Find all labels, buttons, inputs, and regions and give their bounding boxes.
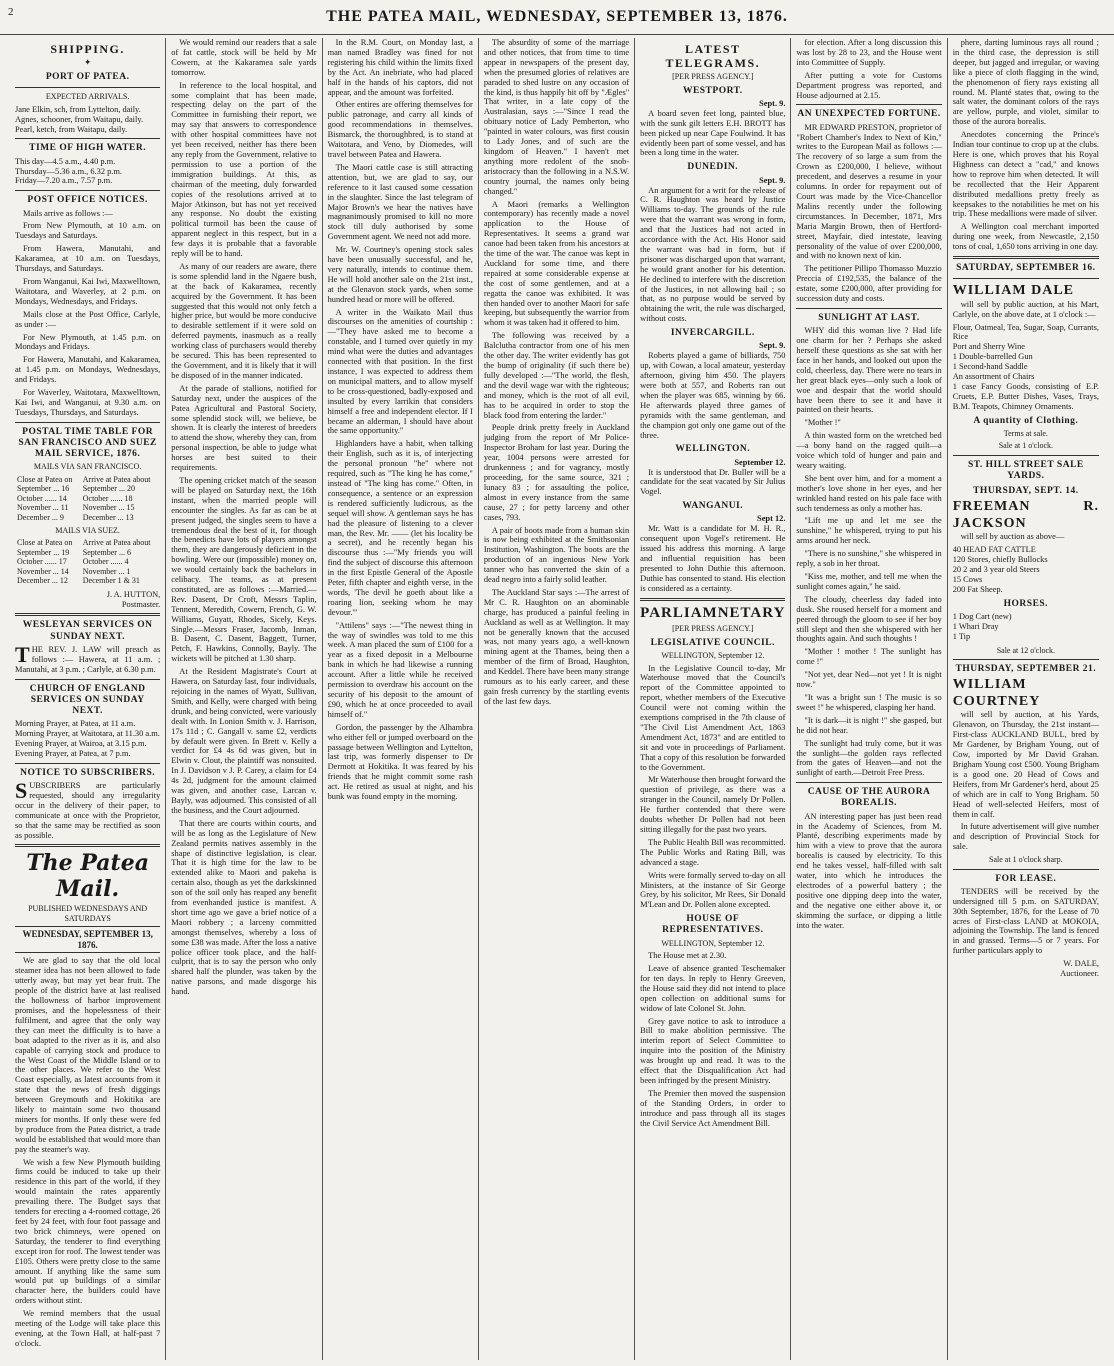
lease-heading: FOR LEASE. — [995, 873, 1057, 884]
telegram-text: A board seven feet long, painted blue, with the sunk gilt letters E.H. BROTT has been picked up near Cape Foulwind. It has evidently been part of some vessel, and has been a long time in the water. — [640, 108, 786, 158]
table-row: October ...... 17 October ...... 4 — [17, 557, 129, 567]
port-heading: PORT OF PATEA. — [45, 72, 130, 83]
news-paragraph: Anecdotes concerning the Prince's Indian tour continue to crop up at the clubs. Here is one, which proves that his Royal Highness can detect a "cad," and knows how to reprove him when detected. It will be recollected that the Heir Apparent distributed medallions pretty freely as keepsakes to the notabilities he met on his trip. These medallions were made of silver. — [952, 130, 1099, 219]
news-paragraph: People drink pretty freely in Auckland judging from the report of Mr Police-Inspector Broham for last year. During the year, 1004 persons were arrested for drunkenness ; and for vagrancy, mostly proceeding, for the same source, 321 ; lunacy 83 ; for assaulting the police, almost in every instance from the same cause, 27 ; for petty larceny and other cases, 793. — [483, 423, 630, 522]
council-date: WELLINGTON, September 12. — [661, 651, 765, 661]
list-item: Pearl, ketch, from Waitapu, daily. — [15, 124, 128, 134]
sale-time: Sale at 1 o'clock sharp. — [989, 855, 1063, 865]
postmaster-name: J. A. HUTTON, — [106, 589, 161, 599]
drop-cap: T — [15, 641, 30, 667]
list-item: Flour, Oatmeal, Tea, Sugar, Soap, Currants, Rice — [952, 322, 1099, 342]
telegram-place: WANGANUI. — [682, 501, 744, 512]
fortune-heading: AN UNEXPECTED FORTUNE. — [797, 109, 941, 120]
list-item: Jane Elkin, sch, from Lyttelton, daily. — [15, 104, 141, 114]
list-item: An assortment of Chairs — [952, 372, 1035, 382]
list-item: 40 HEAD FAT CATTLE — [952, 545, 1036, 555]
news-paragraph: The Auckland Star says :—The arrest of Mr C. R. Haughton on an abominable charge, has produced a painful feeling in Auckland as well as at Wellington. It may not be generally known that the accused was, not many years ago, a well-known mining agent at the Thames, being then a member of the firm of Broad, Haughton, and Keddel. There have been many strange rumours as to his early career, and these gain fresh currency by the startling events of the last few days. — [483, 587, 630, 706]
masthead-title: THE PATEA MAIL, WEDNESDAY, SEPTEMBER 13, 1876. — [326, 8, 788, 25]
post-close-item: For Waverley, Waitotara, Maxwelltown, Kai Iwi, and Wanganui, at 9.30 a.m. on Tuesdays, Thursdays, and Saturdays. — [15, 388, 161, 417]
auction-text: In future advertisement will give number and description of Provincial Stock for sale. — [952, 822, 1099, 852]
news-paragraph: Highlanders have a habit, when talking their English, such as it is, of interjecting the personal pronoun "he" where not required, such as "The king he has come," instead of "The king has come." Often, in consequence, a sentence or an expression is rendered sufficiently ludicrous, as the sequel will show. A gentleman says he has had the pleasure of listening to a clever man, the Rev. Mr. —— (let his locality be a secret), and he recently began his discourse thus :—"My friends you will find the subject of discourse this afternoon in the first Epistle General of the Apostle Peter, fifth chapter and eighth verse, in the words, 'The devil he goeth about like a roaring lion, seeking whom he may devour.'" — [327, 439, 473, 617]
column-1 — [10, 38, 166, 1360]
sunlight-paragraph: "Kiss me, mother, and tell me when the sunlight comes again," he said. — [796, 572, 942, 591]
news-paragraph: That there are courts within courts, and will be as long as the Legislature of New Zealand permits natives assembly in the shape of distinctive legislation, is clear. That it is high time for the law to be extended alike to Maori and pakeha is certain also, though as yet the darkskinned son of the soil only has reaped any benefit from evenhanded justice is manifest. A short time ago we gave a brief notice of a Maori robbery ; a larceny committed amongst themselves, whereby a loss of some £38 was made. After the loss a native police officer took place, and the half-culprit, that is to say the person who only shared half the plunder, was taken by the native parsons, and made disgorge his hand. — [171, 818, 317, 997]
house-paragraph: Leave of absence granted Teschemaker for ten days. In reply to Henry Greeven, the House said they did not intend to place open collection on additional sums for widow of late Colonel St. John. — [640, 964, 786, 1013]
column-2 — [166, 38, 322, 1360]
leader-paragraph: We remind members that the usual meeting of the Lodge will take place this evening, at the Town Hall, at half-past 7 o'clock. — [15, 1309, 161, 1348]
list-item: Port and Sherry Wine — [952, 342, 1026, 352]
shipping-heading: SHIPPING. — [50, 42, 125, 56]
subscribers-text: UBSCRIBERS are particularly requested, should any irregularity occur in the delivery of their paper, to communicate at once with the Proprietor, so that the same may be rectified as soon as possible. — [15, 781, 161, 840]
table-row: September ... 19 September ... 6 — [17, 547, 131, 557]
tide-list — [15, 157, 160, 187]
column-7 — [948, 38, 1104, 1360]
banner-subtitle: PUBLISHED WEDNESDAYS AND SATURDAYS — [28, 904, 148, 923]
telegram-place: WELLINGTON. — [675, 444, 751, 455]
council-paragraph: In the Legislative Council to-day, Mr Waterhouse moved that the Council's report of the Committee appointed to report, whether members of the Executive Council were not coming within the exemptions comprised in the 7th clause of "The Civil List Amendment Act, 1863 Amendment Act, 1873" and are entitled to sit and vote in proceedings of Parliament. That a copy of this resolution be forwarded to the Government. — [640, 663, 786, 772]
suez-table: Close at Patea on Arrive at Patea about September ... 19 September ... 6 October ...... 17 October ...... 4 November ... 14 November ... 1 December ... 12 December 1 & 31 — [15, 538, 160, 585]
sunlight-paragraph: WHY did this woman live ? Had life one charm for her ? Perhaps she asked herself these questions as she sat with her face in her hands, and looked out upon the cold, cheerless, day. There were no tears in her great black eyes—only such a look of woe and despair that the world should have been there to see it and have it painted on their hearts. — [796, 326, 942, 415]
masthead — [0, 0, 1114, 35]
ornament-icon: ✦ — [84, 58, 92, 68]
house-paragraph: Grey gave notice to ask to introduce a Bill to make abolition permissive. The interim report of Select Committee to inquire into the position of the Ministry was brought up and read. It was to the effect that the Disqualification Act had been infringed by the present Ministry. — [640, 1016, 786, 1085]
news-paragraph: Other entires are offering themselves for public patronage, and carry all kinds of good recommendations in themselves. Bismarck, the thoroughbred, is to stand at Waitotara, and Veno, by Diomedes, will travel between Patea and Hawera. — [327, 100, 473, 159]
post-close-intro: Mails close at the Post Office, Carlyle, as under :— — [15, 309, 161, 329]
council-paragraph: The Public Health Bill was recommitted. The Public Works and Rating Bill, was advanced a stage. — [640, 837, 786, 867]
news-paragraph: In reference to the local hospital, and some complaint that has been made, respecting delay on the part of the Committee in furnishing their report, we may say that answers to correspondence with other hospital committees have not yet been received, neither has there been any reply from the Government, relative to permission to use a portion of the immigration buildings. At this, as chairman of the meeting, duly forwarded copies of the resolutions arrived at to Major Atkinson, but has not yet received any response. No doubt the existing political turmoil has been the cause of apparent neglect in this respect, but in a few days it is probable that a favorable reply will be to hand. — [171, 80, 317, 259]
news-paragraph: As many of our readers are aware, there is some splendid land in the Ngaere bush, at the back of Kakaramea, recently acquired by the Government. It has been suggested that this would not only fetch a higher price, but would be more conducive to desirable settlement if it were sold on deferred payments, inasmuch as a really working class of purchasers would thereby be secured. This has been represented to the Government, and it is likely that it will be disposed of in the manner indicated. — [171, 261, 317, 380]
list-item: Friday—7.20 a.m., 7.57 p.m. — [15, 176, 113, 186]
drop-cap: S — [15, 778, 28, 803]
list-item: Morning Prayer, at Waitotara, at 11.30 a.m. — [15, 729, 160, 739]
post-arrive-item: From New Plymouth, at 10 a.m. on Tuesdays and Saturdays. — [15, 221, 161, 241]
news-paragraph: At the Resident Magistrate's Court at Hawera, on Saturday last, four individuals, rejoicing in the names of Wyatt, Sullivan, Smith, and Kelly, were charged with being drunk, and being convicted, were variously dealt with. In Lonion Smith v. J. Harrison, 17s 11d ; C. Gangall v. same £2, verdicts by default were given. In Brett v. Kelly a verdict for £4 4s 6d was given, but in Elwin v. Clout, the plaintiff was nonsuited. In J. Davidson v J. P. Carey, a claim for £4 4s 2d, judgment for the amount claimed was given, and another case, Larcan v. Bayly, was adjourned. This consisted of all the business, and the Court adjourned. — [171, 667, 317, 815]
list-item: Agnes, schooner, from Waitapu, daily. — [15, 114, 144, 124]
council-paragraph: Writs were formally served to-day on all Ministers, at the instance of Sir George Grey, by his solicitor, Mr Rees, Sir Donald M'Lean and Dr. Pollen alone excepted. — [640, 870, 786, 910]
sale-time: Sale at 12 o'clock. — [996, 645, 1055, 655]
aurora-heading: CAUSE OF THE AURORA BOREALIS. — [807, 787, 931, 809]
news-paragraph: In the R.M. Court, on Monday last, a man named Bradley was fined for not registering his child within the limits fixed by the Act. An inebriate, who had placed half in the hands of his captors, did not appear, and the amount was forfeited. — [327, 38, 473, 97]
auction-text: will sell by auction, at his Yards, Glenavon, on Thursday, the 21st instant— First-class AUCKLAND BULL, bred by Mr Gardener, by Brigham Young, out of Cow, imported by Mr David Grahan. Brigham Young cost £500. Young Brigham is a good one. 20 Head of Cows and Heifers, from Mr Gardener's herd, about 25 of which are in calf to Yong Brigham. 50 Head of well-selected Heifers, most of them in calf. — [952, 710, 1099, 819]
council-heading: LEGISLATIVE COUNCIL. — [650, 637, 775, 648]
aurora-paragraph: AN interesting paper has just been read in the Academy of Sciences, from M. Planté, describing experiments made by him with a view to prove that the aurora borealis is caused by electricity. To this end he takes vessel, half-filled with salt water, into which he introduces the electrodes of a powerful battery ; the positive one dipping deep into the water, and the negative one either above it, or skimming the surface, or dipping a little into the water. — [796, 811, 942, 930]
table-row: November ... 14 November ... 1 — [17, 566, 131, 576]
list-item: 1 Double-barrelled Gun — [952, 352, 1033, 362]
news-paragraph: for election. After a long discussion this was lost by 28 to 23, and the House went into Committee of Supply. — [796, 38, 942, 67]
dateline: WEDNESDAY, SEPTEMBER 13, 1876. — [15, 926, 160, 953]
post-arrive-item: From Hawera, Manutahi, and Kakaramea, at 10 a.m. on Tuesdays, Thursdays, and Saturdays. — [15, 244, 161, 274]
suez-heading: MAILS VIA SUEZ. — [55, 526, 120, 535]
sunlight-paragraph: "There is no sunshine," she whispered in reply, a sob in her throat. — [796, 549, 942, 569]
telegram-place: INVERCARGILL. — [670, 328, 755, 339]
list-item: 1 Second-hand Saddle — [952, 362, 1028, 372]
columns — [10, 38, 1104, 1360]
news-paragraph: "Attilens" says :—"The newest thing in the way of swindles was told to me this week. A man placed the sum of £100 for a year as a fixed deposit in a Melbourne bank in which he had likewise a running account. After a little while he received permission to overdraw his account on the security of his deposit to the amount of £90, which he at once proceeded to avail himself of." — [327, 620, 473, 719]
news-paragraph: At the parade of stallions, notified for Saturday next, under the auspices of the Patea Agricultural and Pastoral Society, some splendid stock will, we believe, be shown. It is clearly the interest of breeders to attend the show, whereby they can, from personal inspection, be able to judge what horses are best suited to their requirements. — [171, 383, 317, 473]
list-item: 1 case Fancy Goods, consisting of E.P. Cruets, E.P. Butter Dishes, Vases, Trays, B.M. Teapots, Chimney Ornaments. — [952, 382, 1099, 411]
horses-items — [953, 612, 1099, 642]
list-item: 1 Tip — [952, 631, 971, 641]
postal-table-heading: POSTAL TIME TABLE FOR SAN FRANCISCO AND SUEZ MAIL SERVICE, 1876. — [18, 426, 157, 460]
news-paragraph: The Maori cattle case is still attracting attention, but, we are glad to say, our reference to it last caused some cessation in the slaughter. Since the last telegram of Major Brown's we hear the natives have magnanimously promised to kill no more stock till duly authorised by some Government agent. We need not add more. — [327, 162, 473, 242]
leader-paragraph: We wish a few New Plymouth building firms could be induced to take up their residence in this part of the world, if they would maintain the rates apparently prevailing there. The Budget says that tenders for erecting a 4-roomed cottage, 26 feet by 24 feet, with four foot passage and two brick chimneys, were opened on Saturday, the tenderer to find everything except iron for roof. The lowest tender was £105. Others were pretty close to the same amount. If anything like the same sum would put up buildings of a similar character here, the builders could have orders without stint. — [15, 1157, 161, 1306]
list-item: Thursday—5.36 a.m., 6.32 p.m. — [15, 166, 123, 176]
terms-line: Terms at sale. — [1003, 428, 1048, 438]
list-item: Morning Prayer, at Patea, at 11 a.m. — [15, 719, 136, 729]
auction-items — [953, 323, 1099, 412]
sunlight-heading: SUNLIGHT AT LAST. — [818, 312, 920, 323]
news-paragraph: A pair of boots made from a human skin is now being exhibited at the Smithsonian Institution, Washington. The boots are the production of an ingenious New York tanner who has converted the skin of a dead negro into a fairly solid leather. — [483, 525, 630, 585]
auction-date: THURSDAY, SEPTEMBER 21. — [955, 664, 1097, 675]
auction-date: SATURDAY, SEPTEMBER 16. — [956, 263, 1096, 274]
table-row: December ... 12 December 1 & 31 — [17, 576, 140, 586]
house-heading: HOUSE OF REPRESENTATIVES. — [662, 914, 764, 936]
list-item: Evening Prayer, at Wairoa, at 3.15 p.m. — [15, 738, 147, 748]
telegram-place: DUNEDIN. — [687, 162, 739, 173]
list-item: 1 Dog Cart (new) — [952, 612, 1012, 622]
list-item: 120 Stores, chiefly Bullocks — [952, 555, 1048, 565]
telegram-date: September 12. — [734, 457, 786, 467]
sale-time: Sale at 1 o'clock. — [998, 441, 1053, 451]
sunlight-paragraph: She bent over him, and for a moment a mother's love shone in her eyes, and her wrinkled hand rested on his pale face with such tenderness as only a mother has. — [796, 473, 942, 513]
council-paragraph: Mr Waterhouse then brought forward the question of privilege, as there was a stranger in the Council, namely Dr Pollen. He further contended that there were doubts whether Dr Pollen had not been sitting illegally for the past two years. — [640, 775, 786, 834]
sunlight-paragraph: "Mother !" — [804, 418, 841, 428]
newspaper-banner: The Patea Mail. — [26, 850, 149, 903]
news-paragraph: The following was received by a Balclutha contractor from one of his men the other day. The writer evidently has got the bump of originality (if such there be) fully developed :—"The world, the flesh, and the devil wage war with the righteous; and money, which is the root of all evil, has to be acquired in order to stop the black food from entering the larder." — [483, 331, 630, 420]
news-paragraph: After putting a vote for Customs Department progress was reported, and House adjourned at 2.15. — [796, 70, 942, 100]
sf-table: Close at Patea on Arrive at Patea about September ... 16 September ... 20 October ...... 14 October ...... 18 November ... 11 November ... 15 December ... 9 December ... 13 — [15, 475, 160, 522]
news-paragraph: We would remind our readers that a sale of fat cattle, stock will be held by Mr Cowern, at the Kakaramea sale yards tomorrow. — [171, 38, 317, 77]
news-paragraph: Mr. W. Courtney's opening stock sales have been unusually successful, and he, very naturally, intends to continue them. He will hold another sale on the 21st inst., at the Glenavon stock yards, when some hundred head or more will be offered. — [327, 245, 473, 304]
lease-signature: W. DALE, — [1063, 959, 1099, 969]
table-row: November ... 11 November ... 15 — [17, 503, 135, 513]
column-6 — [791, 38, 947, 1360]
parliamentary-heading: PARLIAMNETARY — [640, 604, 786, 621]
sunlight-paragraph: "It was a bright sun ! The music is so sweet !" he whispered, clasping her hand. — [796, 692, 942, 712]
news-paragraph: The absurdity of some of the marriage and other notices, that from time to time appear in newspapers of the present day, when the presumed glories of relatives are paraded to shed lustre on any occasion of the kind, is thus happily hit off by "Ægles" That writer, in a late copy of the Australasian, says :—"Since I read the obituary notice of Lady Pemberton, who "painted in water colours, was first cousin to Lady Jones, and of such are the kingdom of Heaven." I haven't met anything more redolent of the snob-aristocracy than the following in a N.S.W. country journal, the names only being changed." — [483, 38, 630, 196]
fortune-paragraph: The petitioner Pillipo Thomasso Muzzio Preccia of £192,535, the balance of the estate, some £200,000, after providing for succession duty and costs. — [796, 264, 942, 304]
auction-items — [953, 545, 1099, 595]
list-item: 20 2 and 3 year old Steers — [952, 565, 1040, 575]
wesleyan-text: HE REV. J. LAW will preach as follows :— Hawera, at 11 a.m. ; Manutahi, at 3 p.m. ; Carlyle, at 6.30 p.m. — [15, 644, 161, 674]
telegram-place: WESTPORT. — [682, 85, 743, 96]
telegram-text: An argument for a writ for the release of C. R. Haughton was heard by Justice Williams to-day. The grounds of the rule were that the warrant was wrong in form, and that the Justices had not acted in accordance with the Act. His Honor said the warrant was bad in form, but if prisoner was discharged upon that warrant, he would grant another for his detention. He declined to interfere with the discretion of the Justices, in not allowing bail ; so that, as no purpose would be served by obtaining the writ, the rule was discharged, without costs. — [640, 185, 786, 324]
table-row: December ... 9 December ... 13 — [17, 512, 134, 522]
list-item: This day—4.5 a.m., 4.40 p.m. — [15, 156, 116, 166]
post-office-heading: POST OFFICE NOTICES. — [27, 195, 148, 206]
lease-title: Auctioneer. — [1060, 969, 1099, 979]
news-paragraph: A writer in the Waikato Mail thus discourses on the amenities of courtship :—"They have asked me to become a constable, and I turned over quietly in my mind what were the duties and advantages connected with that position. In the first instance, I was expected to address them on municipal matters, and to allow myself to be cross-questioned, badly-exposed and insulted by every larrikin that considers himself a free and independent elector. If I became an alderman, I should have about the same opportunity." — [327, 307, 473, 436]
sf-heading: MAILS VIA SAN FRANCISCO. — [33, 462, 142, 472]
news-paragraph: The opening cricket match of the season will be played on Saturday next, the 16th instant, when the married people will encounter the singles. As far as can be at present judged, the singles seem to have a tremendous deal the best of it, for though the benedicts have lots of players amongst them, they are dangerously deficient in the bowling. Were our (impossible) money on, we would certainly back the bachelors in celibacy. The teams, as at present constituted, are as follows :—Married.—Rev. Dasent, Dr Croft, Messrs Taplin, Tennent, Meredith, Cowern, French, G. W. Williams, Guyatt, Rhodes, Sicely, Keys. Single.—Messrs Fraser, Jacomb, Inman, B. Dasent, C. Dasent, Baggett, Turner, Petch, F. Hawkins, Connolly, Bayly. The wickets will be pitched at 1.30 sharp. — [171, 475, 317, 664]
wesleyan-heading: WESLEYAN SERVICES ON SUNDAY NEXT. — [22, 620, 153, 642]
post-arrive-item: From Wanganui, Kai Iwi, Maxwelltown, Waitotara, and Waverley, at 2 p.m. on Mondays, Wednesdays, and Fridays. — [15, 276, 161, 306]
arrivals-heading: EXPECTED ARRIVALS. — [45, 92, 130, 102]
sunlight-paragraph: "Mother ! mother ! The sunlight has come !" — [796, 647, 942, 667]
telegram-text: Roberts played a game of billiards, 750 up, with Cowan, a local amateur, yesterday afternoon, giving him 450. The players were both at 557, and Roberts ran out when the player was 685, winning by 66. He afterwards played three games of pyramids with the same gentleman, and the champion got only one game out of the three. — [640, 351, 786, 440]
auctioneer-name: WILLIAM COURTNEY — [952, 677, 1041, 709]
clothing-line: A quantity of Clothing. — [973, 415, 1079, 426]
house-date: WELLINGTON, September 12. — [661, 938, 765, 948]
list-item: Evening Prayer, at Patea, at 7 p.m. — [15, 748, 131, 758]
yards-heading: ST. HILL STREET SALE YARDS. — [967, 459, 1084, 481]
news-paragraph: A Maori (remarks a Wellington contemporary) has recently made a novel application to the House of Representatives. It seems a grand war canoe had been taken from his ancestors at the time of the war. The canoe was kept in Auckland for some time, and there repaired at some considerable expense at the cost of some gentlemen, and at a regatta the canoe was exhibited. It was then handed over to another Maori for safe keeping, but subsequently the warrior from whom it was taken had it offered to him. — [483, 199, 630, 328]
fortune-paragraph: MR EDWARD PRESTON, proprietor of "Robert Chamber's Index to Next of Kin," writes to the European Mail as follows :—The recovery of so large a sum from the Crown as £200,000, I believe, without precedent, and deserves a resume in your columns. In order for repayment out of Court was made by the Vice-Chancellor Malins recently under the following circumstances. In December, 1871, Mrs Maria Margin Brown, then of Hertford-street, Mayfair, died intestate, leaving personality of the value of over £200,000, and with no known next of kin. — [796, 122, 942, 261]
telegram-date: Sept 12. — [757, 514, 786, 524]
telegram-text: Mr. Watt is a candidate for M. H. R., consequent upon Vogel's retirement. He issued his address this morning. A large and influential requisition has been presented to John Duthie this afternoon. Duthie has consented to stand. His election is considered as a certainty. — [640, 524, 786, 593]
column-4 — [479, 38, 635, 1360]
lease-text: TENDERS will be received by the undersigned till 5 p.m. on SATURDAY, 30th September, 1876, for the Lease of 70 acres of First-class LAND at MOKOIA, adjoining the Township. The land is fenced in and grassed. Terms—5 or 7 years. For further particulars apply to — [952, 886, 1099, 956]
post-close-item: For New Plymouth, at 1.45 p.m. on Mondays and Fridays. — [15, 332, 161, 352]
page-number: 2 — [8, 6, 15, 18]
sunlight-paragraph: The cloudy, cheerless day faded into dusk. She roused herself for a moment and peered through the gloom to see if her boy still slept and then she whispered with her thoughts again. And such thoughts ! — [796, 594, 942, 644]
house-paragraph: The House met at 2.30. — [648, 951, 727, 961]
news-paragraph: phere, darting luminous rays all round ; in the third case, the depression is still deeper, but jagged and irregular, or waving like a piece of cloth flagging in the wind, the phenomenon of fiery rays existing all round. M. Planté states that, owing to the salt water, the dominant colors of the rays are yellow, purple, and violet, similar to those of the aurora borealis. — [952, 38, 1099, 127]
list-item: 15 Cows — [952, 575, 983, 585]
church-heading: CHURCH OF ENGLAND SERVICES ON SUNDAY NEXT. — [29, 683, 146, 716]
telegram-text: It is understood that Dr. Buller will be a candidate for the seat vacated by Sir Julius Vogel. — [640, 467, 786, 497]
postmaster-title: Postmaster. — [121, 599, 161, 609]
parliamentary-subheading: [PER PRESS AGENCY.] — [672, 624, 754, 634]
post-close-item: For Hawera, Manutahi, and Kakaramea, at 1.45 p.m. on Mondays, Wednesdays, and Fridays. — [15, 355, 161, 385]
table-row: September ... 16 September ... 20 — [17, 484, 135, 494]
auctioneer-name: WILLIAM DALE — [952, 283, 1074, 299]
auction-date: THURSDAY, SEPT. 14. — [973, 486, 1079, 497]
news-paragraph: A Wellington coal merchant imported during one week, from Newcastle, 2,150 tons of coal, 1,650 tons arriving in one day. — [952, 222, 1099, 252]
news-paragraph: Gordon, the passenger by the Alhambra who either fell or jumped overboard on the passage between Wellington and Lyttelton, last trip, was formerly dispenser to Dr Dermott at Hokitika. It was feared by his friends that he might commit some rash act. He retired as usual at night, and his bunk was found empty in the morning. — [327, 722, 473, 802]
sunlight-paragraph: The sunlight had truly come, but it was the sunlight—the golden rays reflected from the gates of Heaven—and not the sunlight of earth.—Detroit Free Press. — [796, 738, 942, 778]
sunlight-paragraph: A thin wasted form on the wretched bed—a bony hand on the ragged quilt—a voice which told of hunger and pain and weary waiting. — [796, 431, 942, 470]
sunlight-paragraph: "Not yet, dear Ned—not yet ! It is night now." — [796, 670, 942, 690]
telegrams-subheading: [PER PRESS AGENCY.] — [672, 72, 754, 82]
sunlight-paragraph: "Lift me up and let me see the sunshine," he whispered, trying to put his arms around her neck. — [796, 516, 942, 546]
list-item: 1 Whari Dray — [952, 621, 999, 631]
telegrams-heading: LATEST TELEGRAMS. — [665, 42, 761, 71]
auctioneer-name: FREEMAN R. JACKSON — [952, 499, 1099, 531]
leader-paragraph: We are glad to say that the old local steamer idea has not been allowed to fade utterly away, but may yet bear fruit. The people of the district have at last realised the hollowness of harbor improvement promises, and the hopelessness of their fulfilment, and agree that the only way they can meet the difficulty is to have a boat adapted to the river as it is, and also capable of carrying stock and produce to the West Coast of the Middle Island or to the other places. We refer to the West Coast especially, as latest accounts from it state that the news of fresh diggings between Greymouth and Hokitika are likely to maintain some two thousand miners for months. If only these were fed by produce from the Patea district, a trade would be established that would more than pay the steamer's way. — [15, 956, 161, 1154]
post-intro: Mails arrive as follows :— — [23, 208, 113, 218]
church-list — [15, 719, 160, 759]
column-5 — [635, 38, 791, 1360]
telegram-date: Sept. 9. — [759, 175, 786, 185]
column-3 — [323, 38, 479, 1360]
telegram-date: Sept. 9. — [759, 341, 786, 351]
horses-heading: HORSES. — [1003, 598, 1049, 609]
auction-intro: will sell by public auction, at his Mart, Carlyle, on the above date, at 1 o'clock :— — [952, 299, 1099, 319]
table-row: October ...... 14 October ...... 18 — [17, 493, 133, 503]
house-paragraph: The Premier then moved the suspension of the Standing Orders, in order to introduce and pass through all its stages the Civil Service Act Amendment Bill. — [640, 1088, 786, 1128]
subscribers-heading: NOTICE TO SUBSCRIBERS. — [20, 767, 156, 778]
sunlight-paragraph: "It is dark—it is night !" she gasped, but he did not hear. — [796, 715, 942, 735]
auction-intro: will sell by auction as above— — [960, 532, 1065, 542]
list-item: 200 Fat Sheep. — [952, 584, 1003, 594]
tide-heading: TIME OF HIGH WATER. — [29, 143, 147, 154]
telegram-date: Sept. 9. — [759, 98, 786, 108]
arrivals-list — [15, 105, 160, 135]
